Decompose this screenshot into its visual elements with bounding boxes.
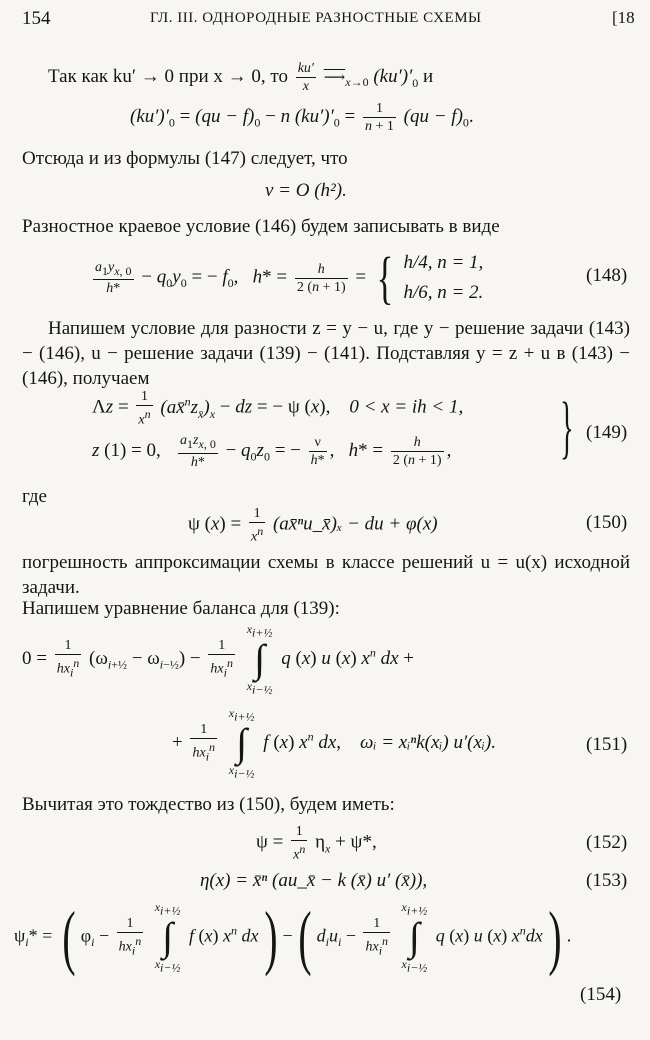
eq-151-line2: + $\frac{1}{hx_i^n}$ $x_{i+\frac{1}{2}}$ ∫ $x_{i-\frac{1}{2}}$ f (x) $x^n$ dx, ωᵢ = xᵢⁿk(xᵢ) u′(xᵢ). — [172, 706, 496, 781]
ku-over-x: $\frac{ku'}{x}$ — [297, 61, 314, 94]
eq149-domain: 0 < x = ih < 1, — [349, 396, 464, 418]
eq151-tail: ωᵢ = xᵢⁿk(xᵢ) u′(xᵢ). — [360, 731, 496, 753]
p5: где — [22, 486, 47, 507]
label-151: (151) — [586, 734, 628, 755]
label-148: (148) — [586, 265, 628, 286]
label-152: (152) — [586, 832, 628, 853]
eq-154: $\psi_i*$ = ( $\varphi_i$ − $\frac{1}{hx_i^n}$ $x_{i+\frac{1}{2}}$ ∫ $x_{i-\frac{1}{2}}$ f (x) $x^n$ dx) −( $d_iu_i$ − $\frac{1}{hx_i^n}$ $x_{i+\frac{1}{2}}$ ∫ $x_{i-\frac{1}{2}}$ q (x) u (x) $x^ndx$) . — [14, 897, 572, 978]
p6: погрешность аппроксимации схемы в классе решений u = u(x) исходной задачи. — [22, 552, 630, 598]
eq-nu: ν = O (h²). — [265, 180, 347, 201]
label-149: (149) — [586, 422, 628, 443]
eq-152: ψ = $\frac{1}{x^n}$ $\eta_x + \psi*$, — [256, 824, 377, 863]
eq-149-line1: Λz = $\frac{1}{x^n}$ $(ax̄^nz_{x̄})_x$ − dz = − ψ (x), 0 < x = ih < 1, — [92, 389, 464, 428]
eq150-rhs: (ax̄ⁿu_x̄)ₓ − du + φ(x) — [272, 513, 438, 535]
label-154: (154) — [580, 984, 622, 1005]
p2: Отсюда и из формулы (147) следует, что — [22, 148, 348, 169]
eq148-case1: h/4, n = 1, — [403, 252, 484, 273]
arrow-limit: $⟶_{x\to 0}$ — [323, 69, 369, 89]
label-150: (150) — [586, 512, 628, 533]
eq-148: $\frac{a_1y_{x, 0}}{h*}$ − $q_0y_0$ = − $f_0$, h* = $\frac{h}{2 (n + 1)}$ = { h/4, n = 1, h/6, n = 2. — [95, 245, 484, 310]
p1-line — [48, 60, 433, 95]
p1-end: и — [422, 65, 434, 87]
eq-150: ψ (x) = $\frac{1}{x^n}$ (ax̄ⁿu_x̄)ₓ − du + φ(x) — [188, 506, 438, 545]
page-number: 154 — [22, 8, 51, 29]
eq-153: η(x) = x̄ⁿ (au_x̄ − k (x̄) u′ (x̄)), — [200, 870, 428, 891]
running-title: ГЛ. III. ОДНОРОДНЫЕ РАЗНОСТНЫЕ СХЕМЫ — [150, 10, 482, 26]
p1-start: Так как ku′ → 0 при x → 0, то — [48, 65, 288, 87]
label-153: (153) — [586, 870, 628, 891]
p3: Разностное краевое условие (146) будем записывать в виде — [22, 216, 500, 237]
eq-ku-prime: $(ku')'_0 = (qu - f)_0 - n$ $(ku')'_0$ = $\frac{1}{n + 1}$ $(qu - f)_0$. — [130, 101, 474, 134]
eq-151-line1: 0 = $\frac{1}{hx_i^n}$ $(\omega_{i+\frac{1}{2}} - \omega_{i-\frac{1}{2}})$ − $\frac{1}{hx_i^n}$ $x_{i+\frac{1}{2}}$ ∫ $x_{i-\frac{1}{2}}$ q (x) u (x) $x^n$ dx + — [22, 622, 415, 697]
ku-prime-0: $(ku')'_0$ — [373, 65, 419, 90]
p4: Напишем условие для разности z = y − u, где y − решение задачи (143) − (146), u − решение задачи (139) − (141). Подставляя y = z + u в (143) − (146), получаем — [22, 318, 630, 389]
eq-149-line2: z (1) = 0, $\frac{a_1z_{x, 0}}{h*}$ − $q_0z_0$ = − $\frac{\nu}{h*}$ , h* = $\frac{h}{2 (n + 1)}$ , — [92, 433, 452, 470]
p8: Вычитая это тождество из (150), будем иметь: — [22, 794, 395, 815]
p7: Напишем уравнение баланса для (139): — [22, 598, 340, 619]
section-ref: [18 — [612, 8, 635, 27]
eq148-case2: h/6, n = 2. — [403, 282, 484, 303]
brace-149: } — [560, 389, 574, 466]
